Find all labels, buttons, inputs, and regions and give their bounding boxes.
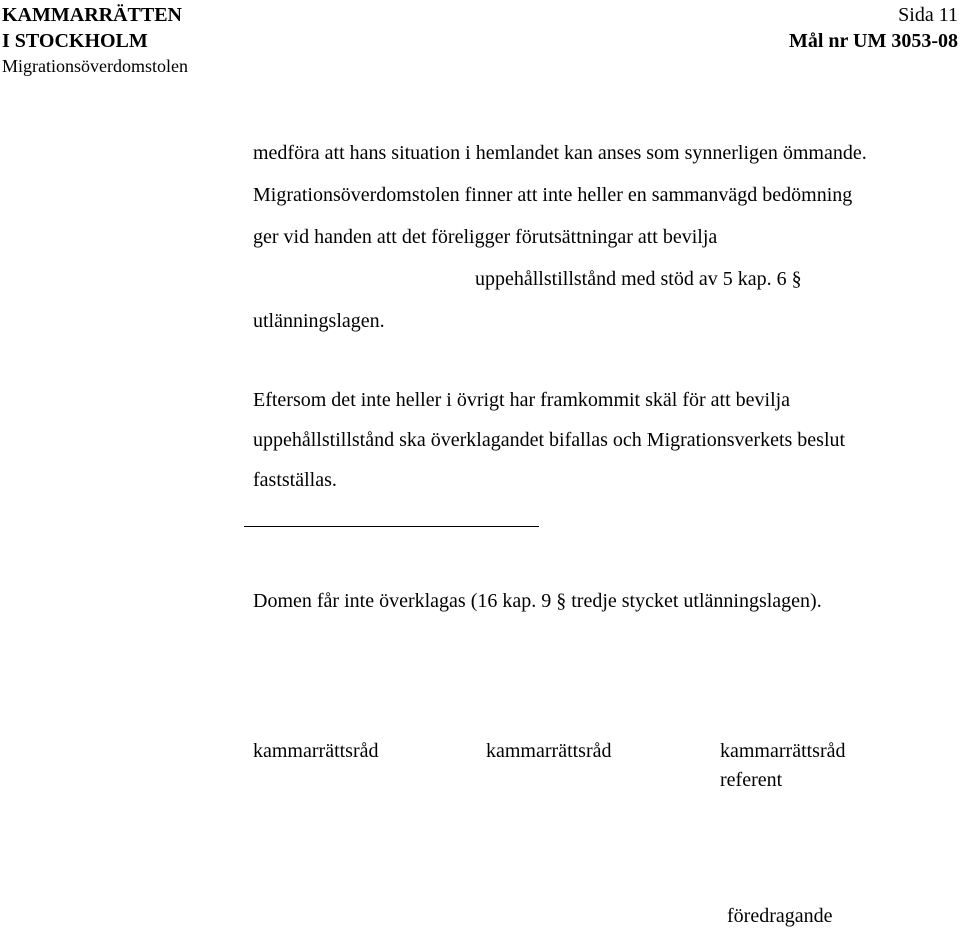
paragraph-assessment-part1: medföra att hans situation i hemlandet kan anses som synnerligen ömmande. Migrationsöverdomstolen finner att inte heller en sammanvägd bedömning ger vid handen att det föreligger förutsättningar att bevilja bbox=[253, 142, 867, 248]
case-number: Mål nr UM 3053-08 bbox=[788, 30, 958, 52]
court-name-line2: I STOCKHOLM bbox=[2, 30, 148, 52]
judge-3-role: referent bbox=[720, 769, 783, 791]
signature-presenter: föredragande bbox=[727, 905, 833, 927]
paragraph-decision: Eftersom det inte heller i övrigt har framkommit skäl för att bevilja uppehållstillstånd ska överklagandet bifallas och Migrationsverkets beslut fastställas. bbox=[253, 389, 846, 491]
paragraph-assessment bbox=[253, 132, 868, 342]
judge-1-title: kammarrättsråd bbox=[253, 740, 379, 762]
court-division: Migrationsöverdomstolen bbox=[2, 56, 188, 76]
paragraph-assessment-part2: uppehållstillstånd med stöd av 5 kap. 6 § utlänningslagen. bbox=[253, 268, 802, 332]
separator-line bbox=[244, 526, 539, 527]
judge-3-title: kammarrättsråd bbox=[720, 740, 846, 762]
court-header bbox=[2, 2, 188, 78]
court-name-line1: KAMMARRÄTTEN bbox=[2, 4, 182, 26]
signature-judge-2 bbox=[486, 737, 612, 766]
signature-judge-1 bbox=[253, 737, 379, 766]
signature-judge-3 bbox=[720, 737, 846, 795]
judge-2-title: kammarrättsråd bbox=[486, 740, 612, 762]
page-meta bbox=[789, 2, 958, 54]
page-number: Sida 11 bbox=[898, 4, 958, 26]
appeal-notice: Domen får inte överklagas (16 kap. 9 § tredje stycket utlänningslagen). bbox=[253, 590, 822, 612]
